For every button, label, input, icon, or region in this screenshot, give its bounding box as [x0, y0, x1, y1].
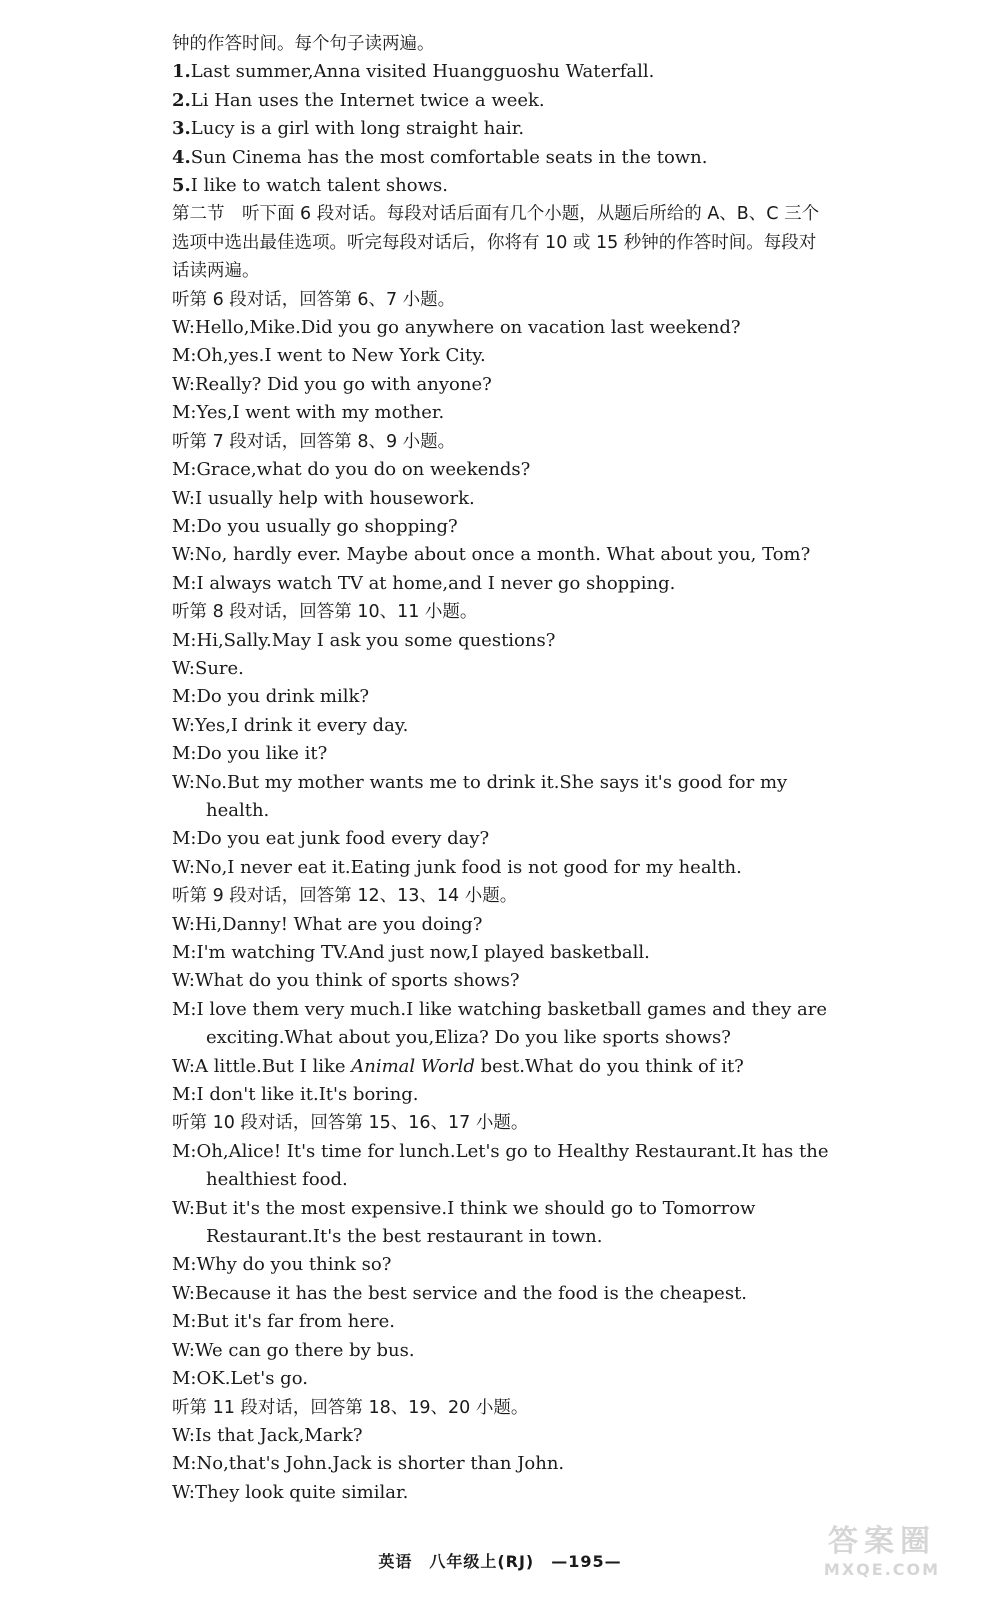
sentence-text: Li Han uses the Internet twice a week.	[190, 89, 545, 111]
dialogue-line: M:Do you like it?	[172, 743, 328, 765]
dialogue-line: M:Do you usually go shopping?	[172, 515, 458, 537]
sentence-5	[172, 172, 832, 200]
sentence-number: 4.	[172, 146, 191, 168]
dialogue-line: W:Because it has the best service and the food is the cheapest.	[172, 1282, 748, 1304]
page-content	[172, 30, 832, 1507]
dialogue-line: M:No,that's John.Jack is shorter than John.	[172, 1453, 565, 1475]
sentence-number: 5.	[172, 175, 191, 197]
dialogue-line: W:Hi,Danny! What are you doing?	[172, 913, 483, 935]
dialogue-line: M:Hi,Sally.May I ask you some questions?	[172, 629, 556, 651]
sentence-number: 3.	[172, 118, 191, 140]
sentence-number: 1.	[172, 61, 191, 83]
dialogue-line: W:No,I never eat it.Eating junk food is not good for my health.	[172, 856, 742, 878]
dialogue-line: M:Grace,what do you do on weekends?	[172, 459, 531, 481]
sentence-4	[172, 144, 832, 172]
dialogue-text: best.What do you think of it?	[474, 1055, 744, 1077]
sentence-text: Lucy is a girl with long straight hair.	[190, 118, 525, 140]
dialogue-heading: 听第 10 段对话，回答第 15、16、17 小题。	[172, 1113, 529, 1134]
dialogue-line: M:Do you drink milk?	[172, 686, 370, 708]
dialogue-line: W:They look quite similar.	[172, 1481, 409, 1503]
section-instructions: 第二节 听下面 6 段对话。每段对话后面有几个小题，从题后所给的 A、B、C 三个选项中选出最佳选项。听完每段对话后，你将有 10 或 15 秒钟的作答时间。每段对话读两遍。	[172, 204, 820, 282]
dialogue-line: W:Really? Did you go with anyone?	[172, 373, 492, 395]
dialogue-line: W:But it's the most expensive.I think we should go to Tomorrow Restaurant.It's the best restaurant in town.	[172, 1197, 756, 1248]
text-line: 钟的作答时间。每个句子读两遍。	[172, 34, 435, 54]
dialogue-line: M:But it's far from here.	[172, 1311, 396, 1333]
watermark-url: MXQE.COM	[823, 1560, 941, 1579]
dialogue-line: W:Sure.	[172, 657, 244, 679]
dialogue-line: M:I always watch TV at home,and I never go shopping.	[172, 572, 676, 594]
sentence-1	[172, 58, 832, 86]
program-title: Animal World	[351, 1055, 475, 1077]
watermark-logo	[792, 1516, 972, 1586]
dialogue-line: W:Yes,I drink it every day.	[172, 714, 409, 736]
dialogue-heading: 听第 7 段对话，回答第 8、9 小题。	[172, 431, 456, 452]
dialogue-line	[172, 1053, 832, 1081]
dialogue-line: M:OK.Let's go.	[172, 1368, 308, 1390]
dialogue-heading: 听第 8 段对话，回答第 10、11 小题。	[172, 602, 478, 623]
dialogue-line: W:No.But my mother wants me to drink it.She says it's good for my health.	[172, 771, 788, 821]
sentence-text: I like to watch talent shows.	[190, 175, 448, 197]
dialogue-heading: 听第 11 段对话，回答第 18、19、20 小题。	[172, 1397, 529, 1418]
dialogue-line: M:I love them very much.I like watching basketball games and they are exciting.What about you,Eliza? Do you like sports shows?	[172, 998, 828, 1049]
dialogue-line: W:No, hardly ever. Maybe about once a month. What about you, Tom?	[172, 544, 811, 566]
dialogue-line: M:Yes,I went with my mother.	[172, 402, 445, 424]
dialogue-line: M:I'm watching TV.And just now,I played basketball.	[172, 942, 650, 963]
dialogue-line: W:What do you think of sports shows?	[172, 970, 520, 992]
dialogue-heading: 听第 9 段对话，回答第 12、13、14 小题。	[172, 886, 518, 907]
sentence-text: Sun Cinema has the most comfortable seats in the town.	[190, 146, 708, 168]
watermark-title: 答案圈	[828, 1524, 936, 1559]
dialogue-line: W:Hello,Mike.Did you go anywhere on vacation last weekend?	[172, 317, 741, 339]
dialogue-line: M:Why do you think so?	[172, 1254, 392, 1276]
dialogue-line: M:Oh,yes.I went to New York City.	[172, 345, 486, 367]
sentence-3	[172, 115, 832, 143]
dialogue-line: M:Oh,Alice! It's time for lunch.Let's go to Healthy Restaurant.It has the healthiest food.	[172, 1140, 829, 1191]
dialogue-line: W:I usually help with housework.	[172, 487, 475, 509]
dialogue-line: W:We can go there by bus.	[172, 1339, 415, 1361]
sentence-number: 2.	[172, 89, 191, 111]
dialogue-heading: 听第 6 段对话，回答第 6、7 小题。	[172, 289, 456, 310]
sentence-2	[172, 87, 832, 115]
page-footer: 英语 八年级上(RJ) —195—	[378, 1552, 622, 1571]
dialogue-line: W:Is that Jack,Mark?	[172, 1424, 363, 1446]
dialogue-line: M:I don't like it.It's boring.	[172, 1084, 419, 1106]
dialogue-text: W:A little.But I like	[172, 1055, 352, 1077]
dialogue-line: M:Do you eat junk food every day?	[172, 828, 490, 850]
sentence-text: Last summer,Anna visited Huangguoshu Waterfall.	[190, 61, 655, 83]
